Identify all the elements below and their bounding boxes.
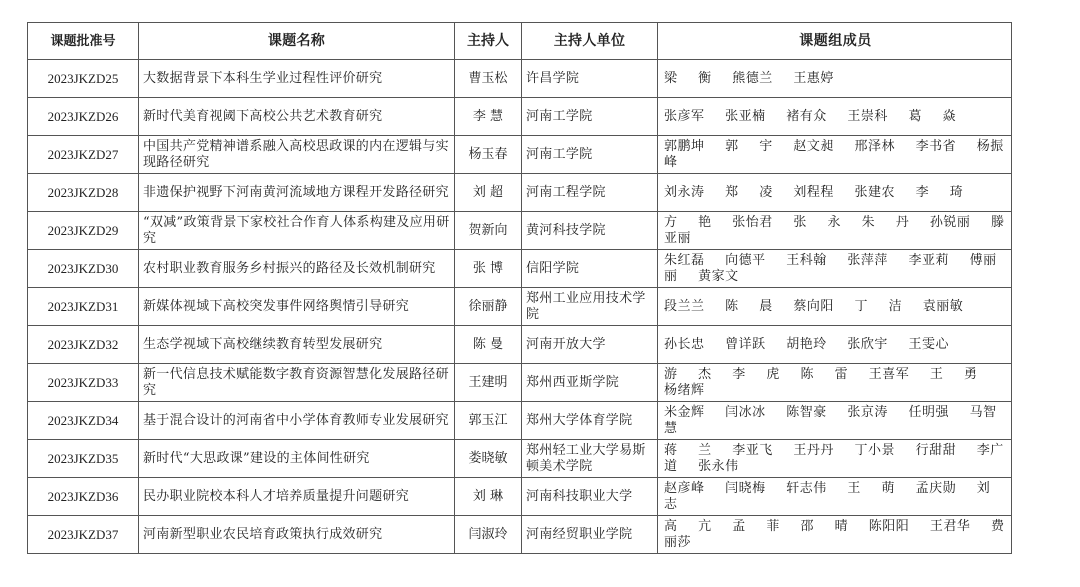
cell-host: 杨玉春 — [455, 136, 522, 174]
cell-host: 张 博 — [455, 250, 522, 288]
cell-host: 陈 曼 — [455, 326, 522, 364]
cell-members: 孙长忠 曾详跃 胡艳玲 张欣宇 王雯心 — [658, 326, 1012, 364]
cell-members: 张彦军 张亚楠 褚有众 王崇科 葛 焱 — [658, 98, 1012, 136]
cell-unit: 信阳学院 — [522, 250, 658, 288]
cell-host: 郭玉江 — [455, 402, 522, 440]
cell-id: 2023JKZD28 — [28, 174, 139, 212]
header-unit: 主持人单位 — [522, 23, 658, 60]
cell-id: 2023JKZD27 — [28, 136, 139, 174]
cell-id: 2023JKZD32 — [28, 326, 139, 364]
cell-host: 刘 超 — [455, 174, 522, 212]
project-table — [27, 22, 1012, 554]
table-row — [28, 478, 1012, 516]
cell-unit: 黄河科技学院 — [522, 212, 658, 250]
table-row — [28, 440, 1012, 478]
cell-id: 2023JKZD31 — [28, 288, 139, 326]
cell-id: 2023JKZD36 — [28, 478, 139, 516]
project-table-container — [27, 22, 1012, 554]
cell-title: “双减”政策背景下家校社合作育人体系构建及应用研究 — [139, 212, 455, 250]
cell-members: 郭鹏坤 郭 宇 赵文昶 邢泽林 李书省 杨振峰 — [658, 136, 1012, 174]
table-row — [28, 326, 1012, 364]
cell-title: 新一代信息技术赋能数字教育资源智慧化发展路径研究 — [139, 364, 455, 402]
cell-unit: 河南科技职业大学 — [522, 478, 658, 516]
cell-title: 新媒体视域下高校突发事件网络舆情引导研究 — [139, 288, 455, 326]
cell-unit: 河南工学院 — [522, 136, 658, 174]
cell-unit: 郑州轻工业大学易斯顿美术学院 — [522, 440, 658, 478]
table-row — [28, 364, 1012, 402]
cell-title: 非遗保护视野下河南黄河流域地方课程开发路径研究 — [139, 174, 455, 212]
cell-host: 王建明 — [455, 364, 522, 402]
cell-title: 生态学视域下高校继续教育转型发展研究 — [139, 326, 455, 364]
table-header-row — [28, 23, 1012, 60]
table-row — [28, 250, 1012, 288]
cell-host: 闫淑玲 — [455, 516, 522, 554]
cell-title: 基于混合设计的河南省中小学体育教师专业发展研究 — [139, 402, 455, 440]
header-host: 主持人 — [455, 23, 522, 60]
table-row — [28, 212, 1012, 250]
cell-unit: 郑州工业应用技术学院 — [522, 288, 658, 326]
table-row — [28, 174, 1012, 212]
cell-members: 段兰兰 陈 晨 蔡向阳 丁 洁 袁丽敏 — [658, 288, 1012, 326]
cell-unit: 郑州大学体育学院 — [522, 402, 658, 440]
table-row — [28, 402, 1012, 440]
table-row — [28, 98, 1012, 136]
table-row — [28, 516, 1012, 554]
cell-id: 2023JKZD25 — [28, 60, 139, 98]
table-row — [28, 60, 1012, 98]
cell-members: 赵彦峰 闫晓梅 轩志伟 王 萌 孟庆勋 刘 志 — [658, 478, 1012, 516]
cell-unit: 许昌学院 — [522, 60, 658, 98]
table-row — [28, 288, 1012, 326]
cell-host: 曹玉松 — [455, 60, 522, 98]
cell-members: 方 艳 张怡君 张 永 朱 丹 孙锐丽 滕亚丽 — [658, 212, 1012, 250]
cell-members: 刘永涛 郑 凌 刘程程 张建农 李 琦 — [658, 174, 1012, 212]
cell-members: 朱红磊 向德平 王科翰 张萍萍 李亚莉 傅丽丽 黄家文 — [658, 250, 1012, 288]
cell-members: 蒋 兰 李亚飞 王丹丹 丁小景 行甜甜 李广道 张永伟 — [658, 440, 1012, 478]
cell-members: 梁 衡 熊德兰 王惠婷 — [658, 60, 1012, 98]
cell-id: 2023JKZD33 — [28, 364, 139, 402]
cell-unit: 河南开放大学 — [522, 326, 658, 364]
cell-members: 高 亢 孟 菲 邵 晴 陈阳阳 王君华 费丽莎 — [658, 516, 1012, 554]
header-id: 课题批准号 — [28, 23, 139, 60]
cell-title: 农村职业教育服务乡村振兴的路径及长效机制研究 — [139, 250, 455, 288]
cell-id: 2023JKZD30 — [28, 250, 139, 288]
cell-id: 2023JKZD35 — [28, 440, 139, 478]
cell-title: 河南新型职业农民培育政策执行成效研究 — [139, 516, 455, 554]
cell-host: 娄晓敏 — [455, 440, 522, 478]
cell-host: 李 慧 — [455, 98, 522, 136]
cell-unit: 郑州西亚斯学院 — [522, 364, 658, 402]
cell-unit: 河南经贸职业学院 — [522, 516, 658, 554]
cell-unit: 河南工程学院 — [522, 174, 658, 212]
table-row — [28, 136, 1012, 174]
cell-title: 新时代“大思政课”建设的主体间性研究 — [139, 440, 455, 478]
header-members: 课题组成员 — [658, 23, 1012, 60]
cell-id: 2023JKZD26 — [28, 98, 139, 136]
cell-title: 中国共产党精神谱系融入高校思政课的内在逻辑与实现路径研究 — [139, 136, 455, 174]
cell-title: 大数据背景下本科生学业过程性评价研究 — [139, 60, 455, 98]
cell-title: 新时代美育视阈下高校公共艺术教育研究 — [139, 98, 455, 136]
cell-id: 2023JKZD29 — [28, 212, 139, 250]
cell-id: 2023JKZD34 — [28, 402, 139, 440]
cell-members: 米金辉 闫冰冰 陈智豪 张京涛 任明强 马智慧 — [658, 402, 1012, 440]
table-body — [28, 60, 1012, 554]
cell-unit: 河南工学院 — [522, 98, 658, 136]
cell-title: 民办职业院校本科人才培养质量提升问题研究 — [139, 478, 455, 516]
cell-members: 游 杰 李 虎 陈 雷 王喜军 王 勇 杨绪辉 — [658, 364, 1012, 402]
header-title: 课题名称 — [139, 23, 455, 60]
cell-host: 徐丽静 — [455, 288, 522, 326]
cell-host: 刘 琳 — [455, 478, 522, 516]
cell-host: 贺新向 — [455, 212, 522, 250]
cell-id: 2023JKZD37 — [28, 516, 139, 554]
